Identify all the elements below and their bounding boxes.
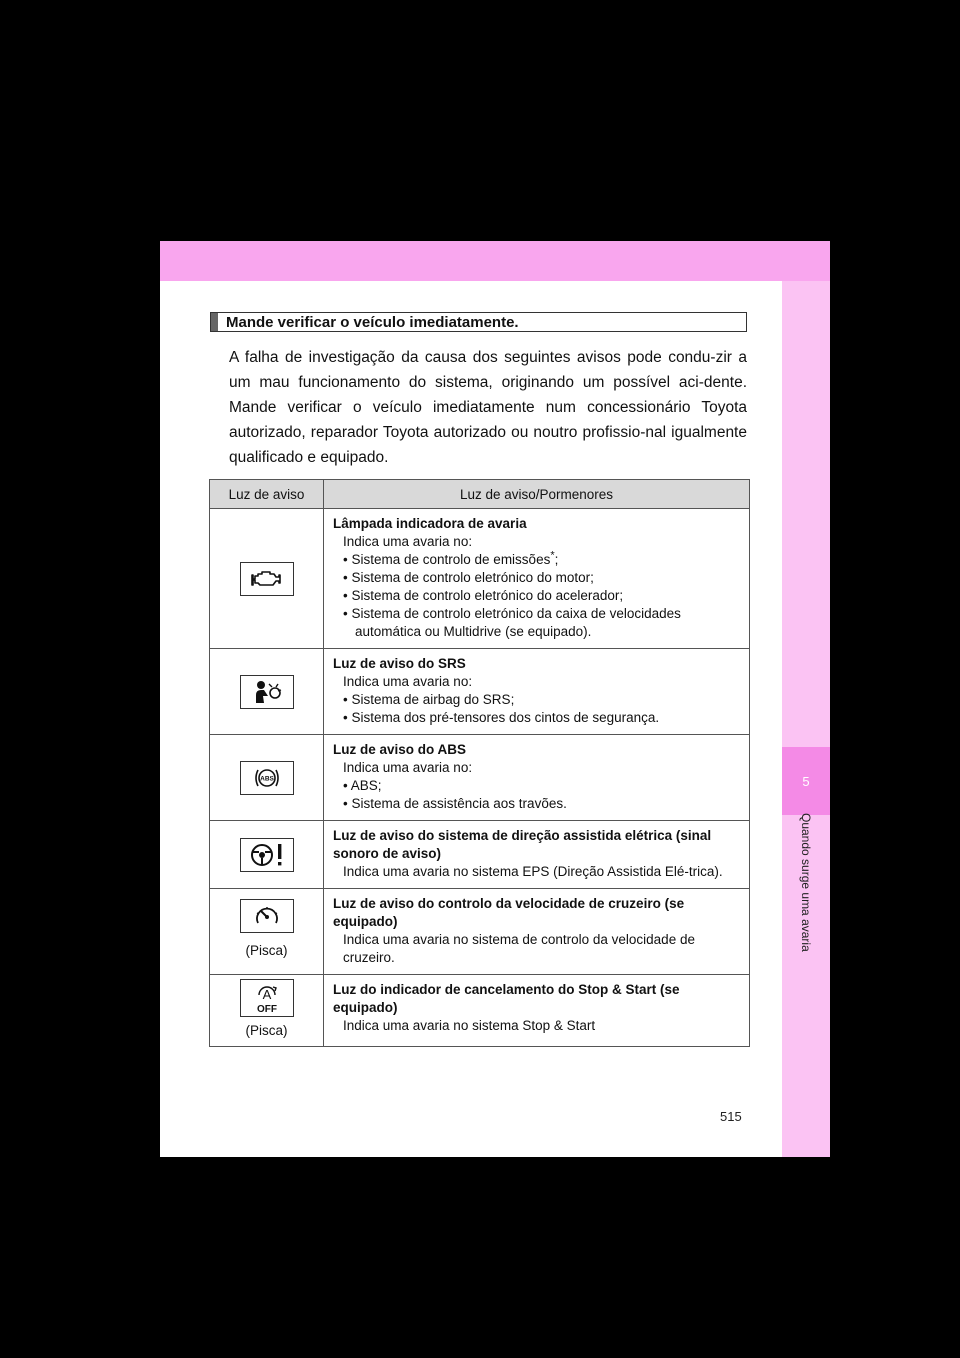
row-title: Luz de aviso do ABS [333,742,467,757]
footnote-suffix: ; [554,552,559,567]
stop-start-off-text: OFF [256,1004,277,1015]
icon-cell [210,821,324,889]
row-lead: Indica uma avaria no: [343,534,473,549]
table-header-row [210,480,750,509]
icon-cell [210,975,324,1047]
list-item: • Sistema de assistência aos travões. [343,796,567,811]
cruise-control-warning-icon [240,899,294,933]
desc-cell [324,975,750,1047]
row-lead: Indica uma avaria no sistema Stop & Start [343,1018,596,1033]
row-title: Lâmpada indicadora de avaria [333,516,527,531]
row-lead: Indica uma avaria no sistema EPS (Direção Assistida Elé-trica). [343,864,723,879]
blink-caption: (Pisca) [245,1023,288,1038]
row-lead: Indica uma avaria no sistema de controlo da velocidade de cruzeiro. [343,932,695,965]
intro-paragraph: A falha de investigação da causa dos seguintes avisos pode condu-zir a um mau funcionamento do sistema, originando um possível aci-dente. Mande verificar o veículo imediatamente num concessionário Toyota autorizado, reparador Toyota autorizado ou noutro profissio-nal igualmente qualificado e equipado. [229,349,747,466]
list-item: • Sistema de airbag do SRS; [343,692,515,707]
table-row [210,735,750,821]
stop-start-off-icon [240,979,294,1017]
header-warning-light: Luz de aviso [210,480,324,509]
table-row [210,821,750,889]
section-heading-text: Mande verificar o veículo imediatamente. [226,313,519,331]
row-title: Luz de aviso do SRS [333,656,466,671]
engine-check-icon [240,562,294,596]
list-item [333,551,741,569]
row-title: Luz do indicador de cancelamento do Stop & Start (se equipado) [333,982,680,1015]
side-tab [782,281,830,1157]
row-title: Luz de aviso do controlo da velocidade de cruzeiro (se equipado) [333,896,685,929]
blink-caption: (Pisca) [245,943,288,958]
row-lead: Indica uma avaria no: [343,760,473,775]
footnote-mark: * [550,549,555,562]
desc-cell [324,735,750,821]
table-row [210,889,750,975]
manual-page [160,241,830,1157]
list-item: • ABS; [343,778,382,793]
stop-start-letter: A [262,987,271,1002]
icon-cell [210,649,324,735]
row-title: Luz de aviso do sistema de direção assistida elétrica (sinal sonoro de aviso) [333,828,712,861]
list-item: • Sistema de controlo eletrónico do motor; [343,570,594,585]
chapter-label: Quando surge uma avaria [799,813,813,952]
table-row [210,649,750,735]
page-number: 515 [720,1109,742,1124]
icon-cell [210,735,324,821]
desc-cell [324,821,750,889]
header-band [160,241,830,281]
desc-cell [324,649,750,735]
list-item: • Sistema de controlo eletrónico da caixa de velocidades automática ou Multidrive (se equipado). [343,606,681,639]
heading-bar [211,313,218,331]
srs-airbag-icon [240,675,294,709]
list-item: • Sistema dos pré-tensores dos cintos de segurança. [343,710,660,725]
list-item: • Sistema de controlo eletrónico do acelerador; [343,588,624,603]
bullet-text: • Sistema de controlo de emissões [343,552,551,567]
section-heading [210,312,747,332]
chapter-number: 5 [782,747,830,815]
desc-cell [324,889,750,975]
icon-cell [210,889,324,975]
table-row [210,509,750,649]
abs-icon-text: ABS [259,775,274,782]
header-details: Luz de aviso/Pormenores [324,480,750,509]
icon-cell [210,509,324,649]
desc-cell [324,509,750,649]
abs-icon [240,761,294,795]
warning-lights-table [209,479,750,1047]
eps-steering-warning-icon [240,838,294,872]
table-row [210,975,750,1047]
row-lead: Indica uma avaria no: [343,674,473,689]
